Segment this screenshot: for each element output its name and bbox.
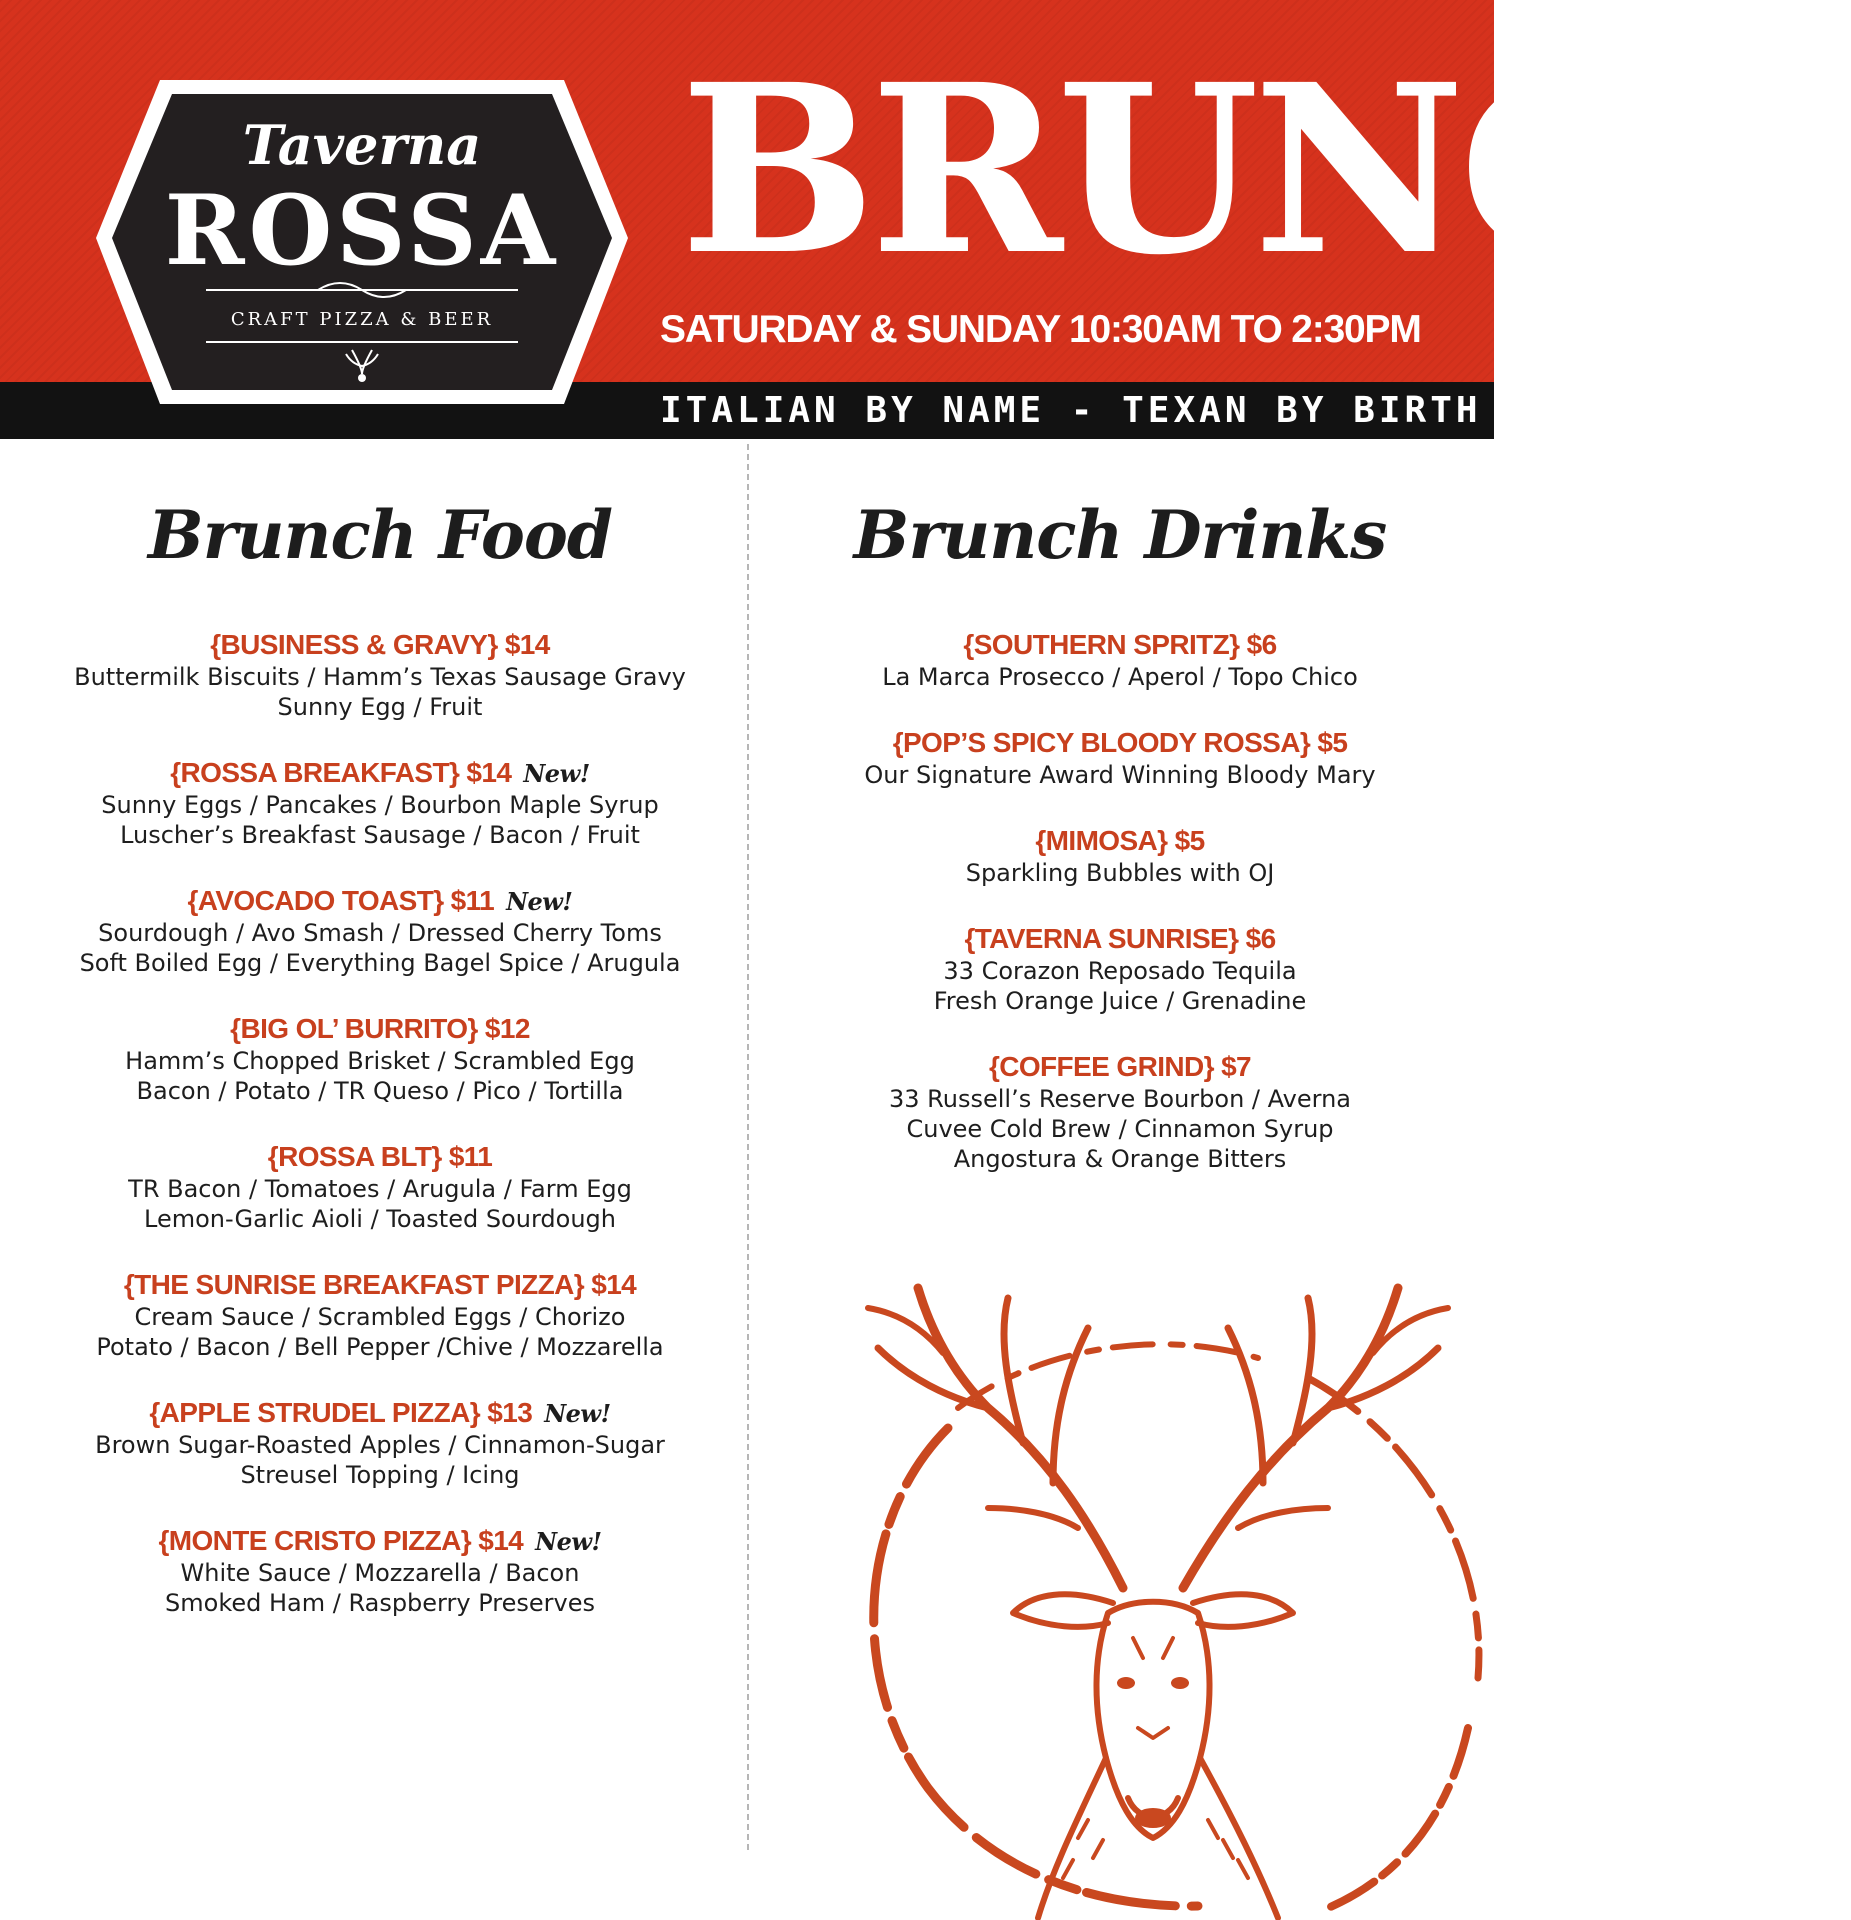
menu-item-name: {APPLE STRUDEL PIZZA} $13 New! — [149, 1397, 611, 1428]
menu-item — [30, 756, 730, 850]
food-section-title: Brunch Food — [147, 496, 613, 574]
menu-item-description: Angostura & Orange Bitters — [953, 1145, 1287, 1173]
page-title: BRUNCH — [680, 33, 1851, 306]
menu-item-description: Lemon-Garlic Aioli / Toasted Sourdough — [144, 1205, 616, 1233]
menu-item-name: {MIMOSA} $5 — [1035, 825, 1205, 856]
menu-item — [770, 726, 1470, 790]
menu-item — [30, 628, 730, 722]
menu-item-description: Fresh Orange Juice / Grenadine — [933, 987, 1307, 1015]
menu-item-description: Soft Boiled Egg / Everything Bagel Spice / Arugula — [79, 949, 681, 977]
menu-item-description: La Marca Prosecco / Aperol / Topo Chico — [882, 663, 1358, 691]
menu-item-description: Sunny Eggs / Pancakes / Bourbon Maple Syrup — [101, 791, 659, 819]
menu-item-name: {BUSINESS & GRAVY} $14 — [210, 629, 550, 660]
menu-item — [30, 1268, 730, 1362]
menu-item-description: Sunny Egg / Fruit — [277, 693, 483, 721]
menu-item — [30, 1140, 730, 1234]
drinks-section — [770, 480, 1470, 1208]
menu-item-description: Luscher’s Breakfast Sausage / Bacon / Fruit — [120, 821, 640, 849]
menu-item-description: Sparkling Bubbles with OJ — [965, 859, 1275, 887]
new-badge: New! — [523, 759, 590, 788]
menu-item-name: {SOUTHERN SPRITZ} $6 — [963, 629, 1277, 660]
menu-item — [30, 884, 730, 978]
taverna-rossa-logo — [88, 52, 636, 432]
menu-item-description: Potato / Bacon / Bell Pepper /Chive / Mozzarella — [96, 1333, 664, 1361]
menu-item-name: {AVOCADO TOAST} $11 New! — [187, 885, 573, 916]
menu-item-name: {MONTE CRISTO PIZZA} $14 New! — [158, 1525, 602, 1556]
menu-item — [770, 922, 1470, 1016]
column-divider — [747, 444, 749, 1850]
menu-item-description: Streusel Topping / Icing — [240, 1461, 520, 1489]
menu-item-description: Buttermilk Biscuits / Hamm’s Texas Sausage Gravy — [74, 663, 686, 691]
menu-item-name: {TAVERNA SUNRISE} $6 — [964, 923, 1276, 954]
menu-item-description: 33 Russell’s Reserve Bourbon / Averna — [889, 1085, 1351, 1113]
logo-subtitle-text: CRAFT PIZZA & BEER — [230, 309, 494, 330]
menu-item-name: {ROSSA BREAKFAST} $14 New! — [170, 757, 590, 788]
menu-item-description: Cuvee Cold Brew / Cinnamon Syrup — [906, 1115, 1334, 1143]
menu-item-description: Brown Sugar-Roasted Apples / Cinnamon-Sugar — [95, 1431, 665, 1459]
food-section — [30, 480, 730, 1652]
menu-item-name: {BIG OL’ BURRITO} $12 — [230, 1013, 530, 1044]
tagline: ITALIAN BY NAME - TEXAN BY BIRTH — [660, 390, 1482, 431]
deer-head-illustration-icon — [838, 1258, 1494, 1920]
menu-item-name: {POP’S SPICY BLOODY ROSSA} $5 — [892, 727, 1348, 758]
new-badge: New! — [506, 887, 573, 916]
new-badge: New! — [535, 1527, 602, 1556]
menu-item-description: White Sauce / Mozzarella / Bacon — [180, 1559, 580, 1587]
menu-item-description: Hamm’s Chopped Brisket / Scrambled Egg — [125, 1047, 635, 1075]
menu-item — [770, 1050, 1470, 1174]
logo-name-text: ROSSA — [164, 174, 560, 287]
menu-item — [770, 824, 1470, 888]
menu-item-description: TR Bacon / Tomatoes / Arugula / Farm Egg — [128, 1175, 632, 1203]
menu-item-description: 33 Corazon Reposado Tequila — [943, 957, 1297, 985]
menu-item — [30, 1524, 730, 1618]
menu-item-name: {ROSSA BLT} $11 — [267, 1141, 493, 1172]
menu-item-name: {THE SUNRISE BREAKFAST PIZZA} $14 — [123, 1269, 637, 1300]
menu-item — [30, 1396, 730, 1490]
menu-item — [30, 1012, 730, 1106]
menu-item-description: Cream Sauce / Scrambled Eggs / Chorizo — [134, 1303, 626, 1331]
brunch-hours: SATURDAY & SUNDAY 10:30AM TO 2:30PM — [660, 308, 1421, 351]
menu-item — [770, 628, 1470, 692]
menu-item-name: {COFFEE GRIND} $7 — [988, 1051, 1252, 1082]
menu-item-description: Sourdough / Avo Smash / Dressed Cherry Toms — [98, 919, 662, 947]
menu-item-description: Our Signature Award Winning Bloody Mary — [864, 761, 1376, 789]
new-badge: New! — [544, 1399, 611, 1428]
menu-item-description: Smoked Ham / Raspberry Preserves — [165, 1589, 595, 1617]
menu-item-description: Bacon / Potato / TR Queso / Pico / Tortilla — [136, 1077, 624, 1105]
drinks-section-title: Brunch Drinks — [853, 496, 1387, 574]
logo-script-text: Taverna — [242, 113, 482, 177]
